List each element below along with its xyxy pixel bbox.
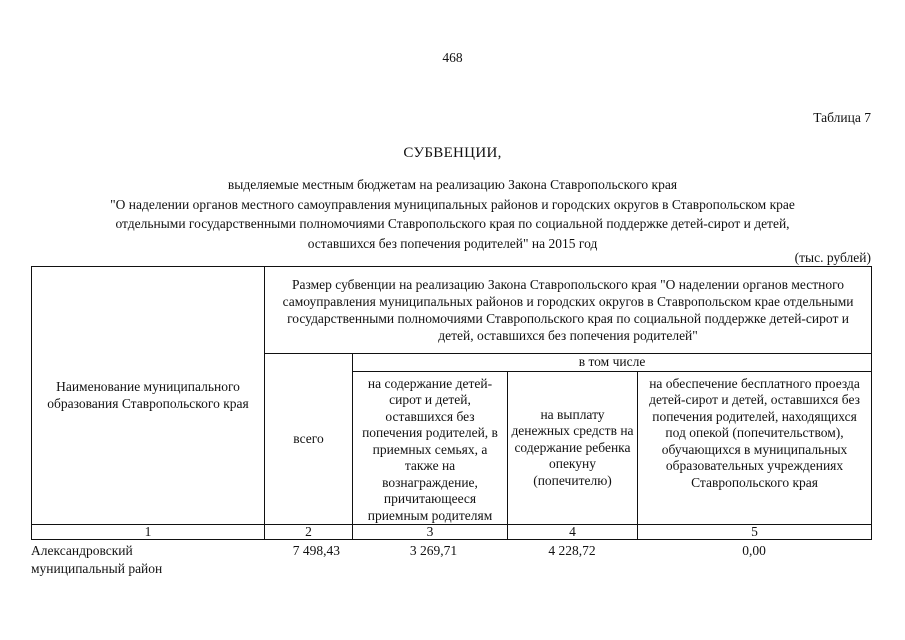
foster-value: 3 269,71 (409, 543, 458, 558)
foster-column-header: на содержание детей-сирот и детей, оставшихся без попечения родителей, в приемных семьях, а также на вознаграждение, причитающееся приемным родителям (353, 371, 508, 525)
column-number: 2 (265, 525, 353, 540)
column-number: 1 (32, 525, 265, 540)
column-number: 4 (508, 525, 638, 540)
municipality-name: Александровский муниципальный район (31, 543, 163, 576)
table-label: Таблица 7 (813, 110, 871, 125)
units-note: (тыс. рублей) (794, 250, 871, 265)
subsidy-data-table (31, 542, 871, 578)
document-subtitle (40, 175, 865, 253)
subtitle-line: отдельными государственными полномочиями Ставропольского края по социальной поддержке детей-сирот и детей, (115, 216, 790, 231)
total-value: 7 498,43 (292, 543, 340, 558)
table-row (31, 542, 871, 578)
subtitle-line: выделяемые местным бюджетам на реализацию Закона Ставропольского края (227, 177, 678, 192)
subtitle-line: оставшихся без попечения родителей" на 2015 год (307, 235, 598, 251)
travel-column-header: на обеспечение бесплатного проезда детей-сирот и детей, оставшихся без попечения родителей, находящихся под опекой (попечительством), обучающихся в муниципальных образовательных учреждениях Ставропольского края (638, 371, 872, 525)
total-column-header: всего (265, 354, 353, 525)
subsidy-header-table (31, 266, 872, 540)
page-number: 468 (442, 50, 463, 65)
guardian-value: 4 228,72 (548, 543, 596, 558)
including-header: в том числе (353, 354, 872, 372)
column-number: 3 (353, 525, 508, 540)
subsidy-size-header: Размер субвенции на реализацию Закона Ставропольского края "О наделении органов местного самоуправления муниципальных районов и городских округов в Ставропольском крае отдельными государственными полномочиями Ставропольского края по социальной поддержке детей-сирот и детей, оставшихся без попечения родителей" (265, 267, 872, 354)
municipality-column-header: Наименование муниципального образования Ставропольского края (32, 267, 265, 525)
column-number: 5 (638, 525, 872, 540)
document-title: СУБВЕНЦИИ, (403, 145, 502, 161)
guardian-column-header: на выплату денежных средств на содержание ребенка опекуну (попечителю) (508, 371, 638, 525)
subtitle-line: "О наделении органов местного самоуправления муниципальных районов и городских округов в Ставропольском крае (110, 196, 795, 212)
travel-value: 0,00 (742, 543, 766, 558)
